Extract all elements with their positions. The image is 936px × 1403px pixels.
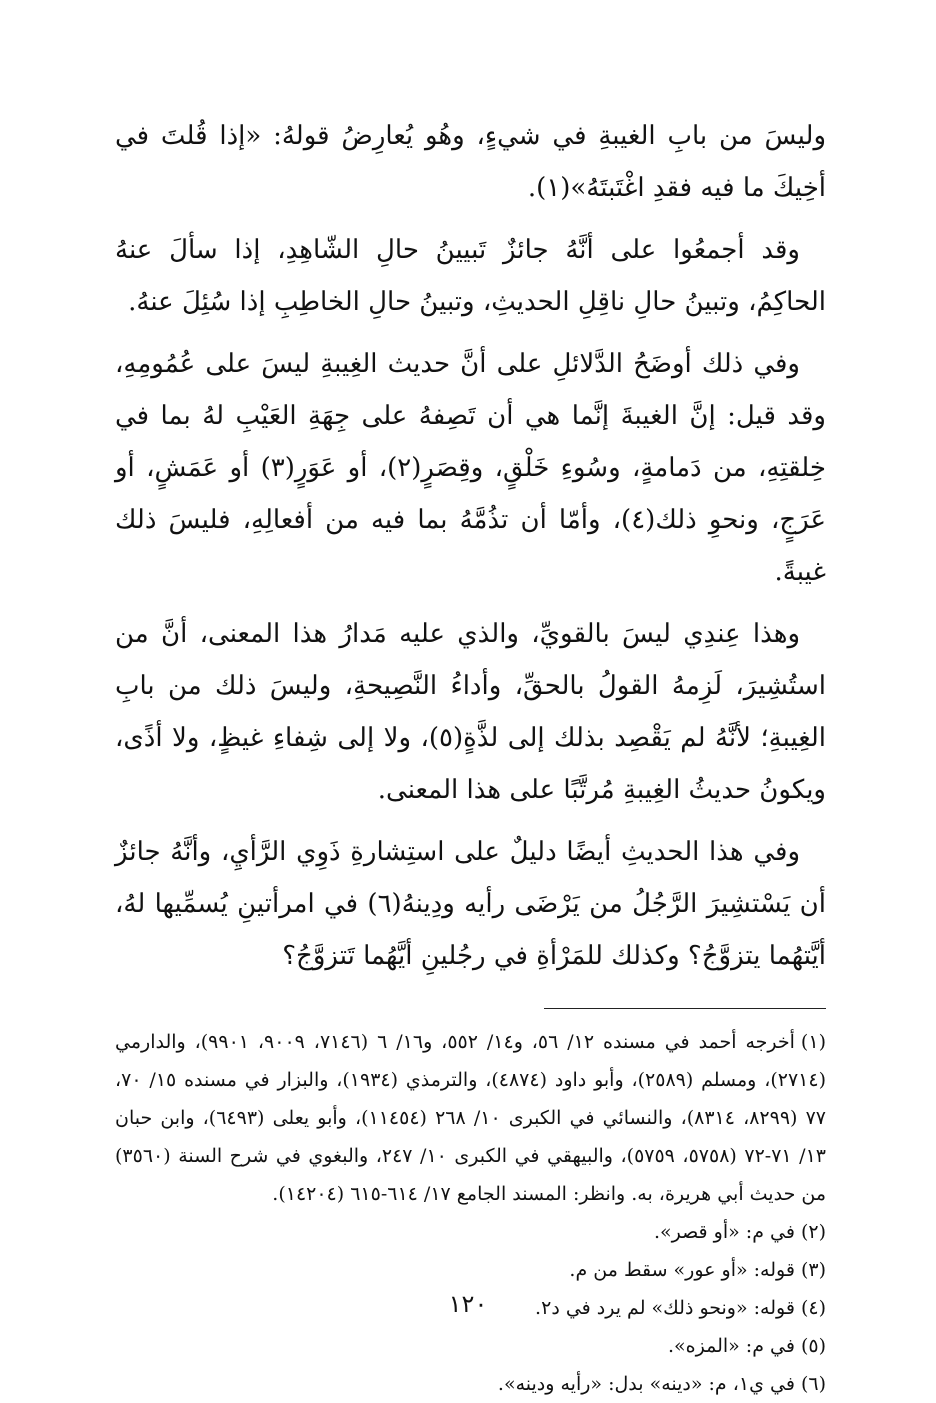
- footnote-2: [115, 1213, 826, 1251]
- paragraph-4: وهذا عِندِي ليسَ بالقويِّ، والذي عليه مَدارُ هذا المعنى، أنَّ من استُشِيرَ، لَزِمهُ القولُ بالحقِّ، وأداءُ النَّصِيحةِ، وليسَ ذلك من بابِ الغِيبةِ؛ لأنَّهُ لم يَقْصِد بذلك إلى لذَّةٍ(٥)، ولا إلى شِفاءِ غيظٍ، ولا أذًى، ويكونُ حديثُ الغِيبةِ مُرتَّبًا على هذا المعنى.: [115, 619, 826, 805]
- footnote-number: (٣): [800, 1259, 826, 1281]
- paragraph-2: وقد أجمعُوا على أنَّهُ جائزٌ تَبيينُ حالِ الشّاهِدِ، إذا سألَ عنهُ الحاكِمُ، وتبينُ حالِ ناقِلِ الحديثِ، وتبينُ حالِ الخاطِبِ إذا سُئِلَ عنهُ.: [115, 235, 826, 317]
- footnote-text: في م: «أو قصر».: [653, 1221, 795, 1243]
- paragraph-1: وليسَ من بابِ الغيبةِ في شيءٍ، وهُو يُعارِضُ قولهُ: «إذا قُلتَ في أخِيكَ ما فيه فقدِ اغْتَبتَهُ»(١).: [115, 121, 826, 203]
- paragraph-5: وفي هذا الحديثِ أيضًا دليلٌ على استِشارةِ ذَوِي الرَّأيِ، وأنَّهُ جائزٌ أن يَسْتشِيرَ الرَّجُلُ من يَرْضَى رأيه ودِينهُ(٦) في امرأتينِ يُسمِّيها لهُ، أيَّتهُما يتزوَّجُ؟ وكذلك للمَرْأةِ في رجُلينِ أيَّهُما تَتزوَّجُ؟: [115, 837, 826, 971]
- main-text: [115, 110, 826, 982]
- footnote-text: أخرجه أحمد في مسنده ١٢/ ٥٦، و١٤/ ٥٥٢، و١٦/ ٦ (٧١٤٦، ٩٠٠٩، ٩٩٠١)، والدارمي (٢٧١٤)، ومسلم (٢٥٨٩)، وأبو داود (٤٨٧٤)، والترمذي (١٩٣٤)، والبزار في مسنده ١٥/ ٧٠، ٧٧ (٨٢٩٩، ٨٣١٤)، والنسائي في الكبرى ١٠/ ٢٦٨ (١١٤٥٤)، وأبو يعلى (٦٤٩٣)، وابن حبان ١٣/ ٧١-٧٢ (٥٧٥٨، ٥٧٥٩)، والبيهقي في الكبرى ١٠/ ٢٤٧، والبغوي في شرح السنة (٣٥٦٠) من حديث أبي هريرة، به. وانظر: المسند الجامع ١٧/ ٦١٤-٦١٥ (١٤٢٠٤).: [115, 1031, 827, 1205]
- footnote-number: (٦): [800, 1373, 826, 1395]
- footnote-5: [115, 1327, 826, 1365]
- footnote-text: قوله: «أو عور» سقط من م.: [569, 1259, 795, 1281]
- footnote-text: قوله: «ونحو ذلك» لم يرد في د٢.: [535, 1297, 795, 1319]
- footnote-1: [115, 1023, 826, 1213]
- footnotes: [115, 1023, 826, 1403]
- footnote-number: (١): [800, 1031, 826, 1053]
- page-number: ١٢٠: [448, 1290, 488, 1318]
- footnote-text: في ي١، م: «دينه» بدل: «رأيه ودينه».: [497, 1373, 795, 1395]
- footnote-text: في م: «المزه».: [667, 1335, 795, 1357]
- footnote-3: [115, 1251, 826, 1289]
- footnote-6: [115, 1365, 826, 1403]
- paragraph-3: وفي ذلك أوضَحُ الدَّلائلِ على أنَّ حديث الغِيبةِ ليسَ على عُمُومِهِ، وقد قيل: إنَّ الغيبةَ إنَّما هي أن تَصِفهُ على جِهَةِ العَيْبِ لهُ بما في خِلقتِهِ، من دَمامةٍ، وسُوءِ خَلْقٍ، وقِصَرٍ(٢)، أو عَوَرٍ(٣) أو عَمَشٍ، أو عَرَجٍ، ونحوِ ذلك(٤)، وأمّا أن تذُمَّهُ بما فيه من أفعالِهِ، فليسَ ذلك غيبةً.: [115, 349, 826, 587]
- footnote-number: (٢): [800, 1221, 826, 1243]
- footnote-number: (٥): [800, 1335, 826, 1357]
- footnote-separator: [544, 1008, 826, 1009]
- footnote-number: (٤): [800, 1297, 826, 1319]
